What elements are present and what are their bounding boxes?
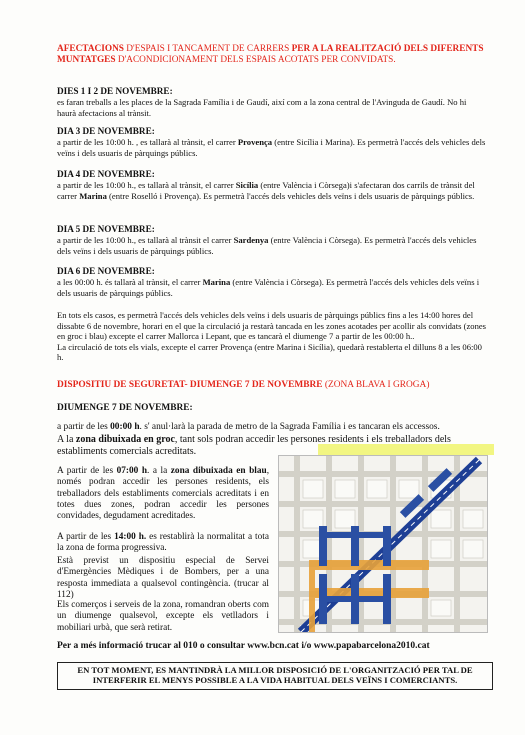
day-text: a partir de les 10:00 h., es tallarà al trànsit, el carrer Sicília (entre València i Còrsega)i s'afectaran dos carrils de trànsit del carrer Marina (entre Roselló i Provença). Es permetrà l'accés dels vehicles dels veïns i dels usuaris de pàrquings públics. — [57, 180, 475, 201]
column-paragraph-restore: A partir de les 14:00 h. es restablirà la normalitat a tota la zona de forma progressiva. — [57, 532, 270, 554]
street-name: Sardenya — [233, 235, 269, 245]
day-title: DIA 6 DE NOVEMBRE: — [57, 266, 155, 276]
info-line: Per a més informació trucar al 010 o consultar www.bcn.cat i/o www.papabarcelona2010.cat — [57, 641, 430, 651]
day-section-6 — [57, 266, 487, 298]
footer-notice-box: EN TOT MOMENT, ES MANTINDRÀ LA MILLOR DISPOSICIÓ DE L'ORGANITZACIÓ PER TAL DE INTERFERIR EL MENYS POSSIBLE A LA VIDA HABITUAL DELS VEÏNS I COMERCIANTS. — [57, 662, 493, 690]
security-zone: (ZONA BLAVA I GROGA) — [322, 380, 430, 390]
street-name: Marina — [202, 277, 231, 287]
street-name: Marina — [79, 190, 107, 201]
day-title: DIA 5 DE NOVEMBRE: — [57, 224, 155, 234]
security-title: DISPOSITIU DE SEGURETAT- DIUMENGE 7 DE NOVEMBRE — [57, 380, 323, 390]
street-name: Sicília — [235, 180, 259, 190]
day-title: DIA 4 DE NOVEMBRE: — [57, 169, 155, 179]
street-name: Provença — [237, 137, 273, 147]
street-map-svg — [279, 456, 487, 632]
sunday-title: DIUMENGE 7 DE NOVEMBRE: — [57, 403, 193, 413]
security-heading — [57, 380, 487, 390]
column-paragraph-emergency: Està previst un dispositiu especial de Servei d'Emergències Mèdiques i de Bombers, per a una resposta immediata a qualsevol contingència. (trucar al 112) — [57, 556, 269, 600]
intro-title-2: D'ESPAIS I TANCAMENT DE CARRERS — [123, 44, 292, 54]
day-text: a les 00:00 h. és tallarà al trànsit, el carrer Marina (entre València i Còrsega). Es permetrà l'accés dels vehicles dels veïns i dels usuaris de pàrquings públics. — [57, 277, 480, 298]
general-paragraph-1: En tots els casos, es permetrà l'accés dels vehicles dels veïns i dels usuaris de pàrquings públics fins a les 14:00 hores del dissabte 6 de novembre, horari en el que la circulació ja restarà tancada en les zones acotades per acollir als convidats (zones en groc i blau) excepte el carrer Mallorca i Lepant, que es tancarà el diumenge 7 a partir de les 00:00 h.. — [57, 310, 487, 341]
street-map-image — [278, 455, 488, 633]
day-section-1-2 — [57, 86, 487, 118]
day-text: a partir de les 10:00 h., es tallarà al trànsit el carrer Sardenya (entre València i Còrsega). Es permetrà l'accés dels vehicles dels veïns i dels usuaris de pàrquings públics. — [57, 235, 477, 256]
day-title: DIA 3 DE NOVEMBRE: — [57, 126, 155, 136]
day-text: a partir de les 10:00 h. , es tallarà al trànsit, el carrer Provença (entre Sicília i Marina). Es permetrà l'accés dels vehicles dels veïns i dels usuaris de pàrquings públics. — [57, 137, 486, 158]
intro-title-3: PER A LA REALITZACIÓ DELS DIFERENTS MUNTATGES — [57, 44, 484, 65]
general-paragraph-2: La circulació de tots els vials, excepte el carrer Provença (entre Marina i Sicília), quedarà restablerta el dilluns 8 a les 06:00 h. — [57, 341, 482, 362]
day-section-3 — [57, 126, 487, 158]
general-notes — [57, 310, 487, 363]
day-text: es faran treballs a les places de la Sagrada Família i de Gaudí, així com a la zona central de l'Avinguda de Gaudí. No hi haurà afectacions al trànsit. — [57, 97, 467, 118]
sunday-line-1: a partir de les 00:00 h. s' anul·larà la parada de metro de la Sagrada Família i es tancaran els accessos. — [57, 422, 440, 432]
column-paragraph-blue: A partir de les 07:00 h. a la zona dibuixada en blau, només podran accedir les persones residents, els treballadors dels establiments comercials acreditats i en totes dues zones, podran accedir les persones convidades, degudament acreditades. — [57, 466, 270, 522]
day-section-4 — [57, 169, 487, 201]
intro-heading — [57, 44, 487, 66]
sunday-line-2: A la zona dibuixada en groc, tant sols podran accedir les persones residents i els treballadors dels establiments comercials acreditats. — [57, 434, 451, 457]
day-section-5 — [57, 224, 487, 256]
intro-title-4: D'ACONDICIONAMENT DELS ESPAIS ACOTATS PER CONVIDATS. — [115, 55, 396, 65]
column-paragraph-shops: Els comerços i serveis de la zona, romandran oberts com un diumenge qualsevol, excepte els vetlladors i mobiliari urbà, que serà retirat. — [57, 600, 269, 633]
intro-title-1: AFECTACIONS — [57, 44, 124, 54]
day-title: DIES 1 I 2 DE NOVEMBRE: — [57, 86, 173, 96]
